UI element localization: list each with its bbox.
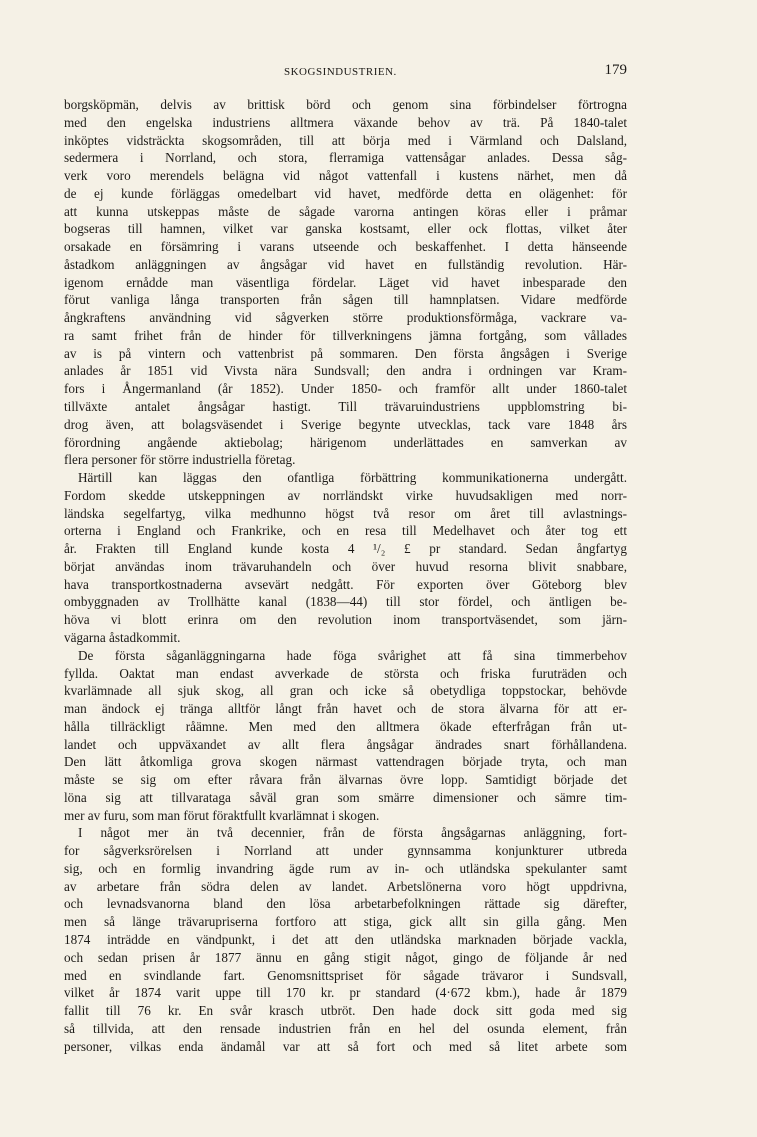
text-line: och levnadsvanorna bland den lösa arbetarbefolkningen rättade sig därefter, (64, 896, 627, 912)
text-line: kvarlämnade all sjuk skog, all gran och icke så obetydliga toppstockar, behövde (64, 683, 627, 699)
text-line: Den lätt åtkomliga grova skogen närmast vattendragen började tryta, och man (64, 754, 627, 770)
text-line: landet och uppväxandet av allt flera ångsågar ändrades snart förhållandena. (64, 736, 627, 752)
text-line: bogseras till hamnen, vilket var ganska kostsamt, eller ock flottas, vilket åter (64, 221, 627, 237)
text-line: hålla tillräckligt råämne. Men med den alltmera ökade efterfrågan från ut- (64, 718, 627, 734)
text-line: höva vi blott erinra om den revolution inom transportväsendet, som järn- (64, 612, 627, 628)
text-line: ra samt frihet från de hinder för tillverkningens jämna fortgång, som vållades (64, 327, 627, 343)
text-line: fallit till 76 kr. En svår krasch utbröt. Den hade dock sitt goda med sig (64, 1003, 627, 1019)
text-line: personer, vilkas enda ändamål var att så fort och med så litet arbete som (64, 1038, 627, 1054)
text-line: av is på vintern och vattenbrist på sommaren. Den första ångsågen i Sverige (64, 345, 627, 361)
text-line: och sedan prisen år 1877 ännu en gång stigit något, gingo de följande år ned (64, 949, 627, 965)
text-line: fors i Ångermanland (år 1852). Under 1850- och framför allt under 1860-talet (64, 381, 627, 397)
text-line: med en svindlande fart. Genomsnittspriset för sågade trävaror i Sundsvall, (64, 967, 627, 983)
text-line: år. Frakten till England kunde kosta 4 ¹/₂ £ pr standard. Sedan ångfartyg (64, 541, 627, 557)
text-line: de ej kunde förläggas omedelbart vid havet, medförde detta en olägenhet: för (64, 185, 627, 201)
text-line: förordning angående aktiebolag; härigenom underlättades en samverkan av (64, 434, 627, 450)
text-line: att kunna utskeppas måste de sågade varorna antingen köras eller i pråmar (64, 203, 627, 219)
text-line: borgsköpmän, delvis av brittisk börd och genom sina förbindelser förtrogna (64, 97, 627, 112)
text-line: åstadkom anläggningen av ångsågar vid havet en fullständig revolution. Här- (64, 256, 627, 272)
text-line: flera personer för större industriella företag. (64, 452, 296, 468)
text-line: man ändock ej tränga alltför långt från havet och de stora älvarna för att er- (64, 701, 627, 717)
text-line: löna sig att tillvarataga såväl gran som smärre dimensioner och sämre tim- (64, 789, 627, 805)
text-line: Fordom skedde utskeppningen av norrländskt virke huvudsakligen med norr- (64, 487, 627, 503)
text-line: igenom ernådde man väsentliga fördelar. Läget vid havet inbesparade den (64, 274, 627, 290)
text-line: vägarna åstadkommit. (64, 629, 181, 645)
text-line: men så länge trävarupriserna fortforo att stiga, gick allt sin gilla gång. Men (64, 914, 627, 930)
page-header (64, 62, 627, 82)
text-line: sig, och en formlig invandring ägde rum av in- och utländska spekulanter samt (64, 860, 627, 876)
text-line: orterna i England och Frankrike, och en resa till Medelhavet och åter tog ett (64, 523, 627, 539)
text-line: ländska segelfartyg, vilka medhunno högst två resor om året till avlastnings- (64, 505, 627, 521)
text-line: for sågverksrörelsen i Norrland att under gynnsamma konjunkturer utbreda (64, 843, 627, 859)
text-line: Härtill kan läggas den ofantliga förbättring kommunikationerna undergått. (78, 470, 627, 486)
text-line: tillväxte antalet ångsågar hastigt. Till trävaruindustriens uppblomstring bi- (64, 399, 627, 415)
body-text (64, 96, 627, 1055)
text-line: drog även, att bolagsväsendet i Sverige begynte utvecklas, tack vare 1848 års (64, 416, 627, 432)
page-number: 179 (604, 62, 627, 78)
text-line: sedermera i Norrland, och stora, flerramiga vattensågar anlades. Dessa såg- (64, 150, 627, 166)
text-line: måste se sig om efter råvara från älvarnas övre lopp. Samtidigt började det (64, 772, 627, 788)
text-line: börjat användas inom trävaruhandeln och över huvud resorna blivit snabbare, (64, 558, 627, 574)
running-head: SKOGSINDUSTRIEN. (284, 66, 397, 78)
text-line: 1874 inträdde en vändpunkt, i det att den utländska marknaden började vackla, (64, 931, 627, 947)
text-line: fyllda. Oaktat man endast avverkade de största och friska furuträden och (64, 665, 627, 681)
text-line: med den engelska industriens alltmera växande behov av trä. På 1840-talet (64, 114, 627, 130)
text-line: ombyggnaden av Trollhätte kanal (1838—44) till stor fördel, och äntligen be- (64, 594, 627, 610)
text-line: I något mer än två decennier, från de första ångsågarnas anläggning, fort- (78, 825, 627, 841)
text-line: De första såganläggningarna hade föga svårighet att få sina timmerbehov (78, 647, 627, 663)
text-line: mer av furu, som man förut föraktfullt kvarlämnat i skogen. (64, 807, 380, 823)
text-line: av arbetare från södra delen av landet. Arbetslönerna voro högt uppdrivna, (64, 878, 627, 894)
text-line: inköptes vidsträckta skogsområden, till att börja med i Värmland och Dalsland, (64, 132, 627, 148)
text-line: anlades år 1851 vid Vivsta nära Sundsvall; den andra i ordningen var Kram- (64, 363, 627, 379)
text-line: vilket år 1874 varit uppe till 170 kr. pr standard (4·672 kbm.), hade år 1879 (64, 985, 627, 1001)
text-line: förut vanliga långa transporten från sågen till hamnplatsen. Vidare medförde (64, 292, 627, 308)
text-line: så tillvida, att den rensade industrien från en hel del osunda element, från (64, 1020, 627, 1036)
text-line: ångkraftens användning vid sågverken större produktionsförmåga, vackrare va- (64, 310, 627, 326)
text-line: orsakade en försämring i varans utseende och beskaffenhet. I detta hänseende (64, 239, 627, 255)
text-line: verk voro merendels belägna vid något vattenfall i kustens närhet, men då (64, 168, 627, 184)
text-line: hava transportkostnaderna avsevärt nedgått. För exporten över Göteborg blev (64, 576, 627, 592)
